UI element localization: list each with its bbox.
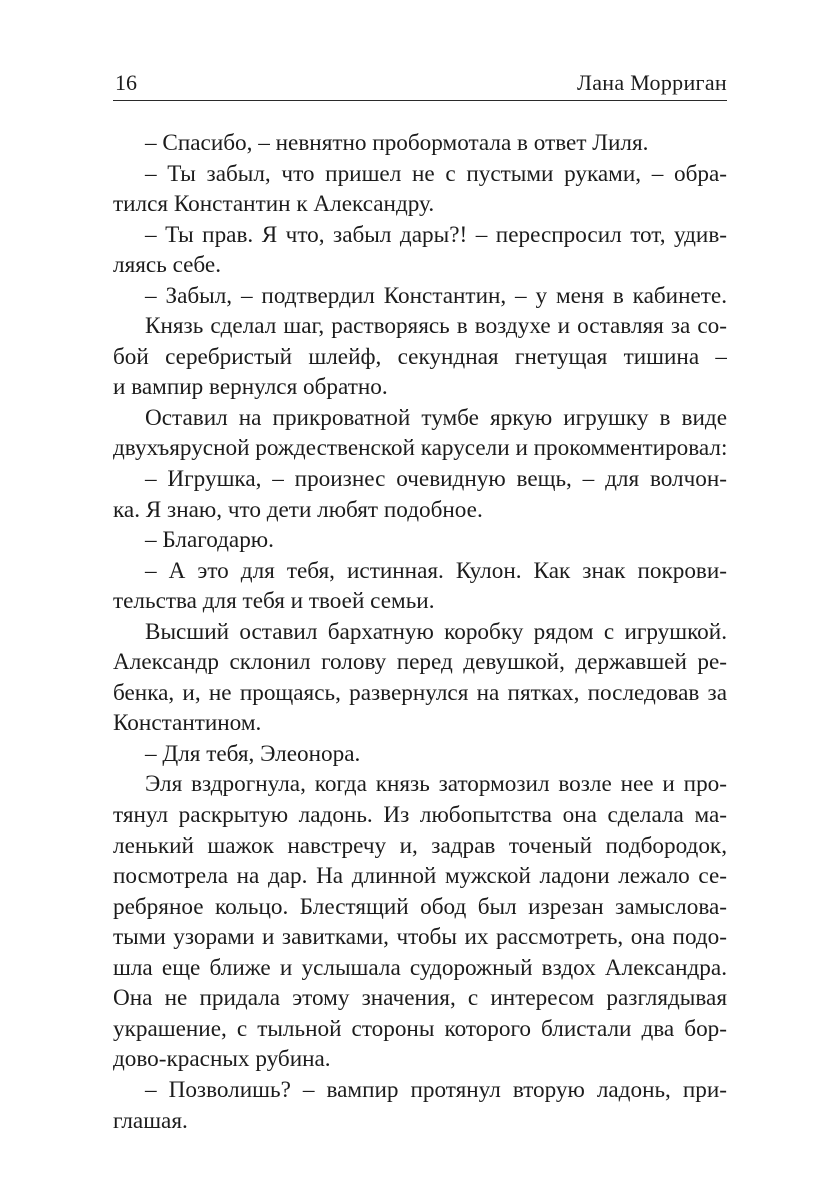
- text-line: бой серебристый шлейф, секундная гнетущая тишина –: [113, 343, 727, 370]
- text-line: тыми узорами и завитками, чтобы их рассмотреть, она подо-: [113, 924, 727, 951]
- text-line: посмотрела на дар. На длинной мужской ладони лежало се-: [113, 863, 727, 890]
- text-line: – Для тебя, Элеонора.: [145, 740, 361, 767]
- text-line: тился Константин к Александру.: [113, 191, 435, 218]
- text-line: двухъярусной рождественской карусели и прокомментировал:: [113, 435, 727, 462]
- text-line: – Игрушка, – произнес очевидную вещь, – для волчон-: [145, 466, 727, 493]
- text-line: Высший оставил бархатную коробку рядом с игрушкой.: [145, 618, 727, 645]
- text-line: – Ты забыл, что пришел не с пустыми руками, – обра-: [145, 160, 727, 187]
- text-line: – Спасибо, – невнятно пробормотала в ответ Лиля.: [145, 130, 649, 156]
- text-line: украшение, с тыльной стороны которого блистали два бор-: [113, 1015, 727, 1042]
- running-header: [113, 62, 727, 101]
- text-line: Оставил на прикроватной тумбе яркую игрушку в виде: [145, 404, 727, 431]
- text-line: тельства для тебя и твоей семьи.: [113, 588, 435, 615]
- text-line: Александр склонил голову перед девушкой, державшей ре-: [113, 649, 727, 676]
- text-line: тянул раскрытую ладонь. Из любопытства она сделала ма-: [113, 802, 727, 829]
- text-line: и вампир вернулся обратно.: [113, 374, 388, 401]
- text-line: – Забыл, – подтвердил Константин, – у меня в кабинете.: [145, 282, 727, 309]
- text-line: Эля вздрогнула, когда князь затормозил возле нее и про-: [145, 771, 727, 798]
- text-line: – Ты прав. Я что, забыл дары?! – переспросил тот, удив-: [145, 221, 727, 248]
- text-line: шла еще ближе и услышала судорожный вздох Александра.: [113, 954, 727, 981]
- text-line: глашая.: [113, 1107, 188, 1134]
- text-line: Князь сделал шаг, растворяясь в воздухе и оставляя за со-: [145, 313, 727, 340]
- text-line: Она не придала этому значения, с интересом разглядывая: [113, 985, 727, 1012]
- page-body-text: [113, 128, 727, 1136]
- text-line: ка. Я знаю, что дети любят подобное.: [113, 496, 483, 523]
- text-line: дово-красных рубина.: [113, 1046, 331, 1073]
- text-line: ленький шажок навстречу и, задрав точеный подбородок,: [113, 832, 727, 859]
- text-line: бенка, и, не прощаясь, развернулся на пятках, последовав за: [113, 679, 727, 706]
- text-line: – Благодарю.: [145, 527, 274, 554]
- author-name: Лана Морриган: [577, 70, 727, 95]
- text-line: Константином.: [113, 710, 262, 737]
- text-line: ляясь себе.: [113, 252, 222, 279]
- text-line: – А это для тебя, истинная. Кулон. Как знак покрови-: [145, 557, 727, 584]
- text-line: ребряное кольцо. Блестящий обод был изрезан замыслова-: [113, 893, 727, 920]
- text-line: – Позволишь? – вампир протянул вторую ладонь, при-: [145, 1076, 727, 1103]
- page-number: 16: [115, 70, 137, 95]
